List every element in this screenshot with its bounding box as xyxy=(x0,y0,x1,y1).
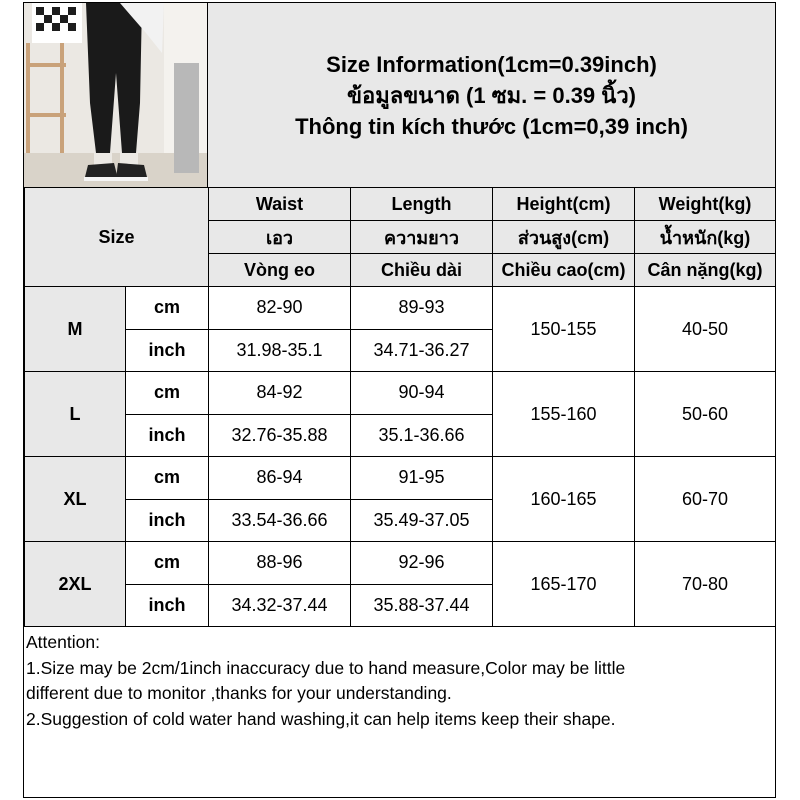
unit-cm: cm xyxy=(126,457,209,500)
waist-inch: 34.32-37.44 xyxy=(209,584,351,627)
header-waist-thai: เอว xyxy=(209,221,351,254)
info-line-vietnamese: Thông tin kích thước (1cm=0,39 inch) xyxy=(295,113,688,139)
size-label-m: M xyxy=(25,287,126,372)
unit-cm: cm xyxy=(126,542,209,585)
waist-cm: 88-96 xyxy=(209,542,351,585)
size-label-2xl: 2XL xyxy=(25,542,126,627)
attention-notes xyxy=(26,630,771,732)
height-value: 160-165 xyxy=(493,457,635,542)
pants-model-image xyxy=(24,3,207,187)
header-waist: Waist xyxy=(209,188,351,221)
length-cm: 92-96 xyxy=(351,542,493,585)
weight-value: 70-80 xyxy=(635,542,776,627)
header-row-english xyxy=(25,188,776,221)
unit-inch: inch xyxy=(126,414,209,457)
header-waist-vietnamese: Vòng eo xyxy=(209,254,351,287)
waist-inch: 31.98-35.1 xyxy=(209,329,351,372)
length-inch: 35.88-37.44 xyxy=(351,584,493,627)
unit-cm: cm xyxy=(126,372,209,415)
weight-value: 40-50 xyxy=(635,287,776,372)
attention-note-2: 2.Suggestion of cold water hand washing,it can help items keep their shape. xyxy=(26,708,616,729)
header-height-thai: ส่วนสูง(cm) xyxy=(493,221,635,254)
length-inch: 35.1-36.66 xyxy=(351,414,493,457)
height-value: 165-170 xyxy=(493,542,635,627)
size-table xyxy=(24,187,776,627)
header-weight-vietnamese: Cân nặng(kg) xyxy=(635,254,776,287)
size-information-header xyxy=(208,3,775,187)
size-column-header: Size xyxy=(25,188,209,287)
waist-cm: 86-94 xyxy=(209,457,351,500)
attention-note-1: 1.Size may be 2cm/1inch inaccuracy due to hand measure,Color may be little xyxy=(26,657,626,678)
header-height-vietnamese: Chiều cao(cm) xyxy=(493,254,635,287)
header-weight: Weight(kg) xyxy=(635,188,776,221)
header-length: Length xyxy=(351,188,493,221)
table-row-l-cm xyxy=(25,372,776,415)
unit-inch: inch xyxy=(126,584,209,627)
unit-inch: inch xyxy=(126,499,209,542)
table-row-m-cm xyxy=(25,287,776,330)
height-value: 150-155 xyxy=(493,287,635,372)
waist-inch: 33.54-36.66 xyxy=(209,499,351,542)
header-weight-thai: น้ำหนัก(kg) xyxy=(635,221,776,254)
attention-title: Attention: xyxy=(26,632,100,652)
length-cm: 89-93 xyxy=(351,287,493,330)
product-photo xyxy=(24,3,208,187)
size-label-l: L xyxy=(25,372,126,457)
unit-inch: inch xyxy=(126,329,209,372)
height-value: 155-160 xyxy=(493,372,635,457)
length-cm: 91-95 xyxy=(351,457,493,500)
attention-note-1-continued: different due to monitor ,thanks for your understanding. xyxy=(26,683,452,703)
header-height: Height(cm) xyxy=(493,188,635,221)
info-line-thai: ข้อมูลขนาด (1 ซม. = 0.39 นิ้ว) xyxy=(346,82,636,108)
weight-value: 50-60 xyxy=(635,372,776,457)
weight-value: 60-70 xyxy=(635,457,776,542)
table-row-xl-cm xyxy=(25,457,776,500)
length-inch: 35.49-37.05 xyxy=(351,499,493,542)
info-line-english: Size Information(1cm=0.39inch) xyxy=(326,51,657,77)
waist-inch: 32.76-35.88 xyxy=(209,414,351,457)
length-cm: 90-94 xyxy=(351,372,493,415)
table-row-2xl-cm xyxy=(25,542,776,585)
size-chart-card xyxy=(23,2,776,798)
waist-cm: 84-92 xyxy=(209,372,351,415)
length-inch: 34.71-36.27 xyxy=(351,329,493,372)
waist-cm: 82-90 xyxy=(209,287,351,330)
header-length-thai: ความยาว xyxy=(351,221,493,254)
header-length-vietnamese: Chiều dài xyxy=(351,254,493,287)
unit-cm: cm xyxy=(126,287,209,330)
size-label-xl: XL xyxy=(25,457,126,542)
